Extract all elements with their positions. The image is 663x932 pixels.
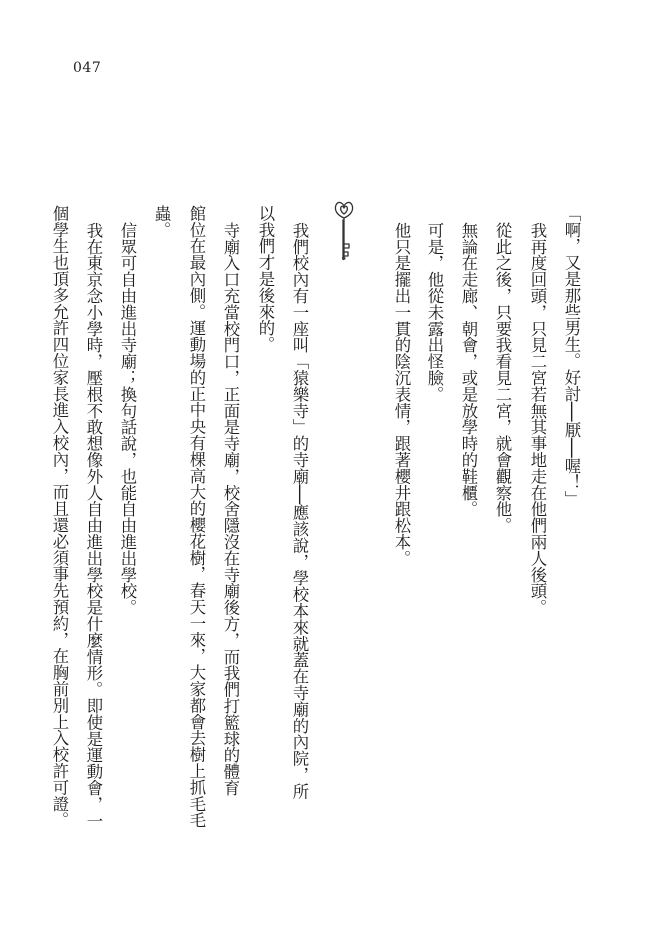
text-column: 無論在走廊、朝會，或是放學時的鞋櫃。 bbox=[459, 222, 478, 518]
text-column: 信眾可自由進出寺廟；換句話說，也能自由進出學校。 bbox=[118, 222, 137, 616]
text-column: 個學生也頂多允許四位家長進入校內，而且還必須事先預約，在胸前別上入校許可證。 bbox=[50, 205, 69, 829]
text-column: 以我們才是後來的。 bbox=[256, 205, 275, 353]
text-column: 館位在最內側。運動場的正中央有棵高大的櫻花樹，春天一來，大家都會去樹上抓毛毛 bbox=[187, 205, 206, 829]
text-column: 可是，他從未露出怪臉。 bbox=[425, 222, 444, 403]
text-column: 蟲。 bbox=[152, 205, 171, 238]
text-column: 寺廟入口充當校門口，正面是寺廟，校舍隱沒在寺廟後方，而我們打籃球的體育 bbox=[221, 222, 240, 796]
text-column: 我們校內有一座叫「猿樂寺」的寺廟──應該說，學校本來就蓋在寺廟的內院，所 bbox=[290, 222, 309, 800]
text-column: 我再度回頭，只見二宮若無其事地走在他們兩人後頭。 bbox=[528, 222, 547, 616]
key-icon bbox=[331, 198, 357, 264]
text-column: 「啊，又是那些男生。好討──厭──喔！」 bbox=[562, 205, 581, 507]
text-column: 從此之後，只要我看見二宮，就會觀察他。 bbox=[493, 222, 512, 534]
page-number: 047 bbox=[73, 60, 102, 76]
text-column: 我在東京念小學時，壓根不敢想像外人自由進出學校是什麼情形。即使是運動會，一 bbox=[84, 222, 103, 829]
text-column: 他只是擺出一貫的陰沉表情，跟著櫻井跟松本。 bbox=[392, 222, 411, 567]
